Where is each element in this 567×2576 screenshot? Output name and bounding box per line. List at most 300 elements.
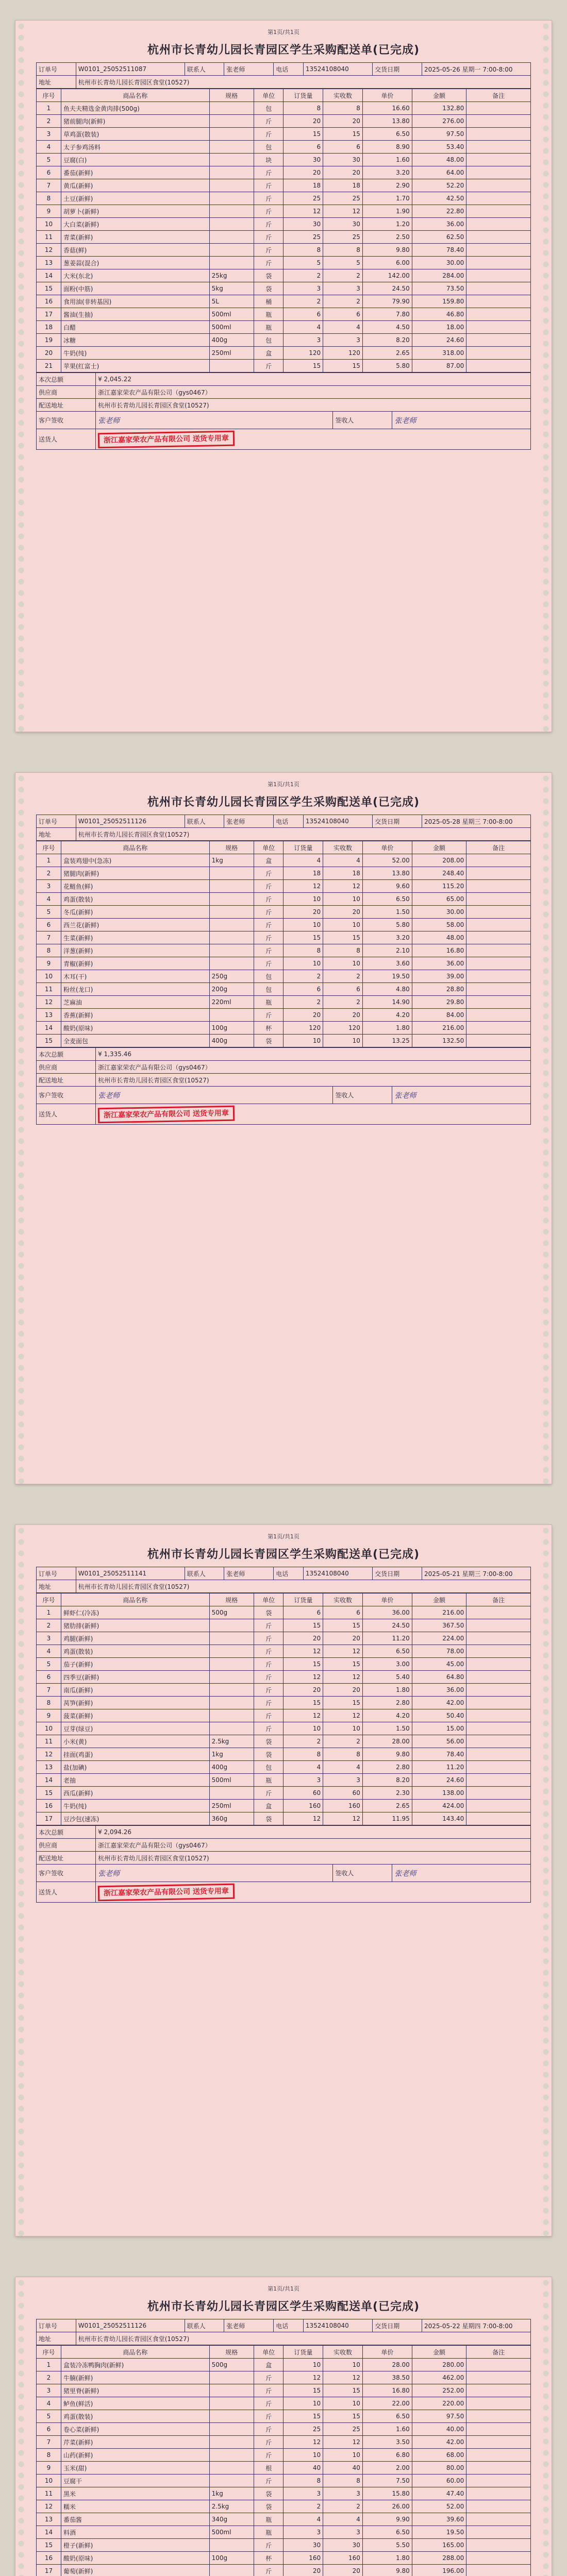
row-sum: 42.50 <box>412 192 466 205</box>
row-actual: 160 <box>323 1800 363 1812</box>
supplier-label: 供应商 <box>37 1839 96 1852</box>
row-name: 猪里脊(新鲜) <box>61 2384 209 2397</box>
delivery-addr-label: 配送地址 <box>37 399 96 412</box>
col-unit: 单位 <box>254 841 284 854</box>
row-price: 6.50 <box>362 893 412 906</box>
row-no: 5 <box>37 154 61 166</box>
row-note <box>466 244 531 257</box>
row-no: 9 <box>37 205 61 218</box>
row-spec <box>209 2539 254 2552</box>
row-no: 10 <box>37 1722 61 1735</box>
row-spec: 400g <box>209 334 254 347</box>
row-name: 生菜(新鲜) <box>61 931 209 944</box>
contact-label: 联系人 <box>185 1567 224 1580</box>
row-spec: 250ml <box>209 347 254 360</box>
row-spec: 500ml <box>209 2526 254 2539</box>
row-name: 猪前腿肉(新鲜) <box>61 115 209 128</box>
row-price: 16.60 <box>362 102 412 115</box>
row-note <box>466 360 531 372</box>
row-price: 1.70 <box>362 192 412 205</box>
row-no: 5 <box>37 906 61 919</box>
row-price: 6.50 <box>362 128 412 141</box>
row-no: 10 <box>37 2475 61 2487</box>
row-unit: 斤 <box>254 880 284 893</box>
sender-label: 送货人 <box>37 1882 96 1903</box>
table-row <box>37 1022 531 1035</box>
row-order: 5 <box>284 257 323 269</box>
row-name: 洋葱(新鲜) <box>61 944 209 957</box>
row-name: 黄瓜(新鲜) <box>61 179 209 192</box>
row-sum: 46.80 <box>412 308 466 321</box>
row-spec <box>209 893 254 906</box>
table-row <box>37 983 531 996</box>
row-sum: 24.60 <box>412 334 466 347</box>
row-price: 9.80 <box>362 244 412 257</box>
row-order: 8 <box>284 102 323 115</box>
items-table <box>36 1593 531 1825</box>
row-spec <box>209 360 254 372</box>
row-price: 2.00 <box>362 2462 412 2475</box>
row-note <box>466 2449 531 2462</box>
col-no: 序号 <box>37 2346 61 2359</box>
row-actual: 10 <box>323 2397 363 2410</box>
row-spec: 200g <box>209 983 254 996</box>
row-spec <box>209 1697 254 1709</box>
row-note <box>466 2423 531 2436</box>
row-actual: 10 <box>323 2449 363 2462</box>
row-order: 2 <box>284 269 323 282</box>
row-name: 菠菜(新鲜) <box>61 1709 209 1722</box>
col-no: 序号 <box>37 1594 61 1606</box>
row-note <box>466 854 531 867</box>
row-name: 葡萄(新鲜) <box>61 2565 209 2576</box>
receiver-signature: 张老师 <box>96 412 333 429</box>
row-order: 15 <box>284 2410 323 2423</box>
row-unit: 块 <box>254 154 284 166</box>
row-order: 30 <box>284 2539 323 2552</box>
signoff-label: 签收人 <box>333 412 392 429</box>
col-spec: 规格 <box>209 89 254 102</box>
table-row <box>37 321 531 334</box>
row-price: 4.50 <box>362 321 412 334</box>
row-unit: 袋 <box>254 2487 284 2500</box>
date-value: 2025-05-21 星期三 7:00-8:00 <box>422 1567 530 1580</box>
row-unit: 斤 <box>254 360 284 372</box>
row-no: 12 <box>37 2500 61 2513</box>
row-note <box>466 1035 531 1047</box>
stamp-cell <box>96 1104 531 1125</box>
row-note <box>466 1684 531 1697</box>
row-no: 17 <box>37 308 61 321</box>
row-name: 盐(加碘) <box>61 1761 209 1774</box>
row-note <box>466 2487 531 2500</box>
row-note <box>466 2359 531 2371</box>
row-no: 14 <box>37 2526 61 2539</box>
row-actual: 3 <box>323 282 363 295</box>
contact-label: 联系人 <box>185 815 224 828</box>
row-unit: 瓶 <box>254 321 284 334</box>
row-note <box>466 906 531 919</box>
row-sum: 78.40 <box>412 1748 466 1761</box>
table-row <box>37 931 531 944</box>
address-label: 地址 <box>37 1580 76 1593</box>
row-order: 6 <box>284 141 323 154</box>
row-order: 15 <box>284 931 323 944</box>
order-no-label: 订单号 <box>37 2319 76 2332</box>
row-actual: 20 <box>323 1684 363 1697</box>
row-unit: 杯 <box>254 1022 284 1035</box>
row-name: 牛奶(纯) <box>61 1800 209 1812</box>
row-unit: 斤 <box>254 218 284 231</box>
row-order: 10 <box>284 2449 323 2462</box>
row-sum: 288.00 <box>412 2552 466 2565</box>
row-sum: 115.20 <box>412 880 466 893</box>
row-actual: 25 <box>323 231 363 244</box>
row-no: 14 <box>37 1022 61 1035</box>
row-spec <box>209 1009 254 1022</box>
row-spec <box>209 880 254 893</box>
table-row <box>37 2462 531 2475</box>
row-sum: 28.80 <box>412 983 466 996</box>
row-spec: 400g <box>209 1761 254 1774</box>
row-note <box>466 2371 531 2384</box>
row-actual: 2 <box>323 2500 363 2513</box>
row-sum: 36.00 <box>412 1684 466 1697</box>
row-spec <box>209 2410 254 2423</box>
row-actual: 20 <box>323 1632 363 1645</box>
row-spec: 250ml <box>209 1800 254 1812</box>
table-row <box>37 282 531 295</box>
row-note <box>466 1697 531 1709</box>
summary-table <box>36 372 531 450</box>
row-actual: 6 <box>323 1606 363 1619</box>
row-no: 4 <box>37 893 61 906</box>
row-unit: 袋 <box>254 282 284 295</box>
row-spec: 100g <box>209 1022 254 1035</box>
row-sum: 47.40 <box>412 2487 466 2500</box>
row-note <box>466 931 531 944</box>
row-name: 莴笋(新鲜) <box>61 1697 209 1709</box>
row-sum: 36.00 <box>412 957 466 970</box>
col-sum: 金额 <box>412 841 466 854</box>
row-price: 1.50 <box>362 1722 412 1735</box>
row-note <box>466 867 531 880</box>
row-no: 3 <box>37 2384 61 2397</box>
row-order: 15 <box>284 1619 323 1632</box>
row-note <box>466 1787 531 1800</box>
row-sum: 11.20 <box>412 1761 466 1774</box>
table-row <box>37 1619 531 1632</box>
row-sum: 165.00 <box>412 2539 466 2552</box>
delivery-addr-label: 配送地址 <box>37 1852 96 1865</box>
row-order: 10 <box>284 919 323 931</box>
table-row <box>37 128 531 141</box>
row-order: 2 <box>284 295 323 308</box>
row-actual: 10 <box>323 957 363 970</box>
row-unit: 斤 <box>254 867 284 880</box>
row-spec <box>209 1787 254 1800</box>
row-sum: 132.50 <box>412 1035 466 1047</box>
row-price: 36.00 <box>362 1606 412 1619</box>
table-row <box>37 2526 531 2539</box>
row-order: 160 <box>284 1800 323 1812</box>
row-sum: 143.40 <box>412 1812 466 1825</box>
col-order: 订货量 <box>284 89 323 102</box>
delivery-addr-value: 杭州市长青幼儿园长青园区食堂(10527) <box>96 1852 531 1865</box>
table-row <box>37 2552 531 2565</box>
row-actual: 30 <box>323 2539 363 2552</box>
table-row <box>37 867 531 880</box>
row-actual: 10 <box>323 893 363 906</box>
row-note <box>466 957 531 970</box>
row-sum: 48.00 <box>412 154 466 166</box>
row-price: 6.00 <box>362 257 412 269</box>
row-actual: 6 <box>323 308 363 321</box>
table-row <box>37 2384 531 2397</box>
row-name: 盒装鸡翅中(急冻) <box>61 854 209 867</box>
row-actual: 2 <box>323 970 363 983</box>
table-row <box>37 919 531 931</box>
row-order: 3 <box>284 282 323 295</box>
row-note <box>466 1812 531 1825</box>
col-no: 序号 <box>37 841 61 854</box>
row-actual: 5 <box>323 257 363 269</box>
row-price: 24.50 <box>362 282 412 295</box>
header-table <box>36 815 531 841</box>
row-actual: 12 <box>323 1812 363 1825</box>
col-price: 单价 <box>362 1594 412 1606</box>
row-no: 3 <box>37 128 61 141</box>
table-row <box>37 1645 531 1658</box>
row-actual: 15 <box>323 931 363 944</box>
row-order: 4 <box>284 1761 323 1774</box>
row-sum: 80.00 <box>412 2462 466 2475</box>
table-row <box>37 1035 531 1047</box>
sheet-title: 杭州市长青幼儿园长青园区学生采购配送单(已完成) <box>147 44 420 57</box>
row-sum: 97.50 <box>412 128 466 141</box>
col-sum: 金额 <box>412 2346 466 2359</box>
row-order: 12 <box>284 2371 323 2384</box>
row-no: 7 <box>37 931 61 944</box>
row-note <box>466 1761 531 1774</box>
row-actual: 15 <box>323 360 363 372</box>
row-actual: 15 <box>323 2410 363 2423</box>
row-no: 5 <box>37 2410 61 2423</box>
row-spec: 25kg <box>209 269 254 282</box>
row-price: 3.20 <box>362 931 412 944</box>
row-actual: 3 <box>323 2487 363 2500</box>
row-price: 2.50 <box>362 231 412 244</box>
row-unit: 斤 <box>254 906 284 919</box>
row-sum: 45.00 <box>412 1658 466 1671</box>
date-label: 交货日期 <box>373 1567 422 1580</box>
row-no: 16 <box>37 2552 61 2565</box>
row-spec <box>209 2462 254 2475</box>
row-price: 8.20 <box>362 1774 412 1787</box>
row-note <box>466 141 531 154</box>
address-label: 地址 <box>37 828 76 841</box>
row-unit: 盒 <box>254 854 284 867</box>
table-row <box>37 1658 531 1671</box>
header-table <box>36 62 531 89</box>
page-number: 第1页/共1页 <box>268 1533 299 1540</box>
row-no: 19 <box>37 334 61 347</box>
row-unit: 包 <box>254 1761 284 1774</box>
delivery-sheet <box>15 2277 552 2576</box>
receiver-label: 客户签收 <box>37 1087 96 1104</box>
row-sum: 196.00 <box>412 2565 466 2576</box>
row-order: 20 <box>284 166 323 179</box>
row-sum: 42.00 <box>412 2436 466 2449</box>
row-order: 8 <box>284 244 323 257</box>
row-actual: 12 <box>323 1709 363 1722</box>
row-no: 13 <box>37 1761 61 1774</box>
table-row <box>37 944 531 957</box>
row-unit: 斤 <box>254 257 284 269</box>
row-note <box>466 1722 531 1735</box>
row-order: 12 <box>284 1709 323 1722</box>
table-row <box>37 2539 531 2552</box>
row-unit: 斤 <box>254 115 284 128</box>
row-unit: 袋 <box>254 1606 284 1619</box>
row-spec <box>209 115 254 128</box>
row-order: 18 <box>284 179 323 192</box>
col-spec: 规格 <box>209 2346 254 2359</box>
row-no: 11 <box>37 231 61 244</box>
row-spec <box>209 2436 254 2449</box>
row-price: 1.80 <box>362 1022 412 1035</box>
row-order: 2 <box>284 996 323 1009</box>
row-order: 20 <box>284 906 323 919</box>
row-price: 26.00 <box>362 2500 412 2513</box>
row-actual: 10 <box>323 2359 363 2371</box>
row-name: 冬瓜(新鲜) <box>61 906 209 919</box>
row-sum: 216.00 <box>412 1022 466 1035</box>
row-order: 160 <box>284 2552 323 2565</box>
row-no: 8 <box>37 2449 61 2462</box>
table-row <box>37 1761 531 1774</box>
contact-value: 张老师 <box>224 2319 274 2332</box>
page-number: 第1页/共1页 <box>268 29 299 36</box>
row-name: 山药(新鲜) <box>61 2449 209 2462</box>
row-price: 11.95 <box>362 1812 412 1825</box>
row-sum: 19.50 <box>412 2526 466 2539</box>
row-actual: 4 <box>323 321 363 334</box>
row-sum: 30.00 <box>412 906 466 919</box>
row-no: 13 <box>37 257 61 269</box>
row-spec <box>209 2565 254 2576</box>
row-name: 酸奶(原味) <box>61 2552 209 2565</box>
row-no: 15 <box>37 282 61 295</box>
contact-value: 张老师 <box>224 815 274 828</box>
row-no: 17 <box>37 2565 61 2576</box>
table-row <box>37 1735 531 1748</box>
row-note <box>466 179 531 192</box>
table-row <box>37 1684 531 1697</box>
row-spec <box>209 141 254 154</box>
table-row <box>37 102 531 115</box>
row-unit: 斤 <box>254 1645 284 1658</box>
row-spec <box>209 919 254 931</box>
row-sum: 52.20 <box>412 179 466 192</box>
date-label: 交货日期 <box>373 815 422 828</box>
row-note <box>466 102 531 115</box>
row-order: 10 <box>284 2359 323 2371</box>
row-no: 2 <box>37 1619 61 1632</box>
row-note <box>466 1709 531 1722</box>
row-price: 2.10 <box>362 944 412 957</box>
row-spec: 500ml <box>209 321 254 334</box>
row-order: 40 <box>284 2462 323 2475</box>
table-row <box>37 1009 531 1022</box>
table-row <box>37 1671 531 1684</box>
row-note <box>466 2436 531 2449</box>
row-note <box>466 334 531 347</box>
row-price: 6.80 <box>362 2449 412 2462</box>
row-name: 挂面(鸡蛋) <box>61 1748 209 1761</box>
table-row <box>37 1800 531 1812</box>
row-unit: 瓶 <box>254 308 284 321</box>
row-sum: 22.80 <box>412 205 466 218</box>
row-spec: 360g <box>209 1812 254 1825</box>
table-row <box>37 1722 531 1735</box>
row-note <box>466 2397 531 2410</box>
row-actual: 40 <box>323 2462 363 2475</box>
row-unit: 盒 <box>254 2359 284 2371</box>
row-name: 土豆(新鲜) <box>61 192 209 205</box>
delivery-addr-value: 杭州市长青幼儿园长青园区食堂(10527) <box>96 399 531 412</box>
items-header-row <box>37 841 531 854</box>
row-unit: 根 <box>254 2462 284 2475</box>
table-row <box>37 2423 531 2436</box>
row-order: 20 <box>284 1009 323 1022</box>
row-no: 12 <box>37 1748 61 1761</box>
address-value: 杭州市长青幼儿园长青园区食堂(10527) <box>76 1580 530 1593</box>
row-unit: 斤 <box>254 893 284 906</box>
row-order: 25 <box>284 231 323 244</box>
row-price: 5.40 <box>362 1671 412 1684</box>
table-row <box>37 970 531 983</box>
row-spec <box>209 102 254 115</box>
row-price: 6.50 <box>362 2410 412 2423</box>
row-spec <box>209 1671 254 1684</box>
date-value: 2025-05-28 星期三 7:00-8:00 <box>422 815 530 828</box>
row-note <box>466 2410 531 2423</box>
date-label: 交货日期 <box>373 2319 422 2332</box>
row-price: 9.90 <box>362 2513 412 2526</box>
row-actual: 2 <box>323 1735 363 1748</box>
row-actual: 2 <box>323 295 363 308</box>
row-order: 25 <box>284 2423 323 2436</box>
row-sum: 18.00 <box>412 321 466 334</box>
row-actual: 20 <box>323 1009 363 1022</box>
amount-value: ¥ 2,094.26 <box>96 1826 531 1839</box>
row-no: 8 <box>37 1697 61 1709</box>
row-unit: 包 <box>254 141 284 154</box>
row-spec: 500ml <box>209 308 254 321</box>
table-row <box>37 257 531 269</box>
row-price: 9.80 <box>362 2565 412 2576</box>
row-spec: 1kg <box>209 2487 254 2500</box>
row-note <box>466 218 531 231</box>
row-unit: 杯 <box>254 2552 284 2565</box>
row-unit: 袋 <box>254 2500 284 2513</box>
col-note: 备注 <box>466 89 531 102</box>
row-name: 豆沙包(速冻) <box>61 1812 209 1825</box>
row-order: 6 <box>284 308 323 321</box>
row-spec <box>209 179 254 192</box>
row-name: 苹果(红富士) <box>61 360 209 372</box>
